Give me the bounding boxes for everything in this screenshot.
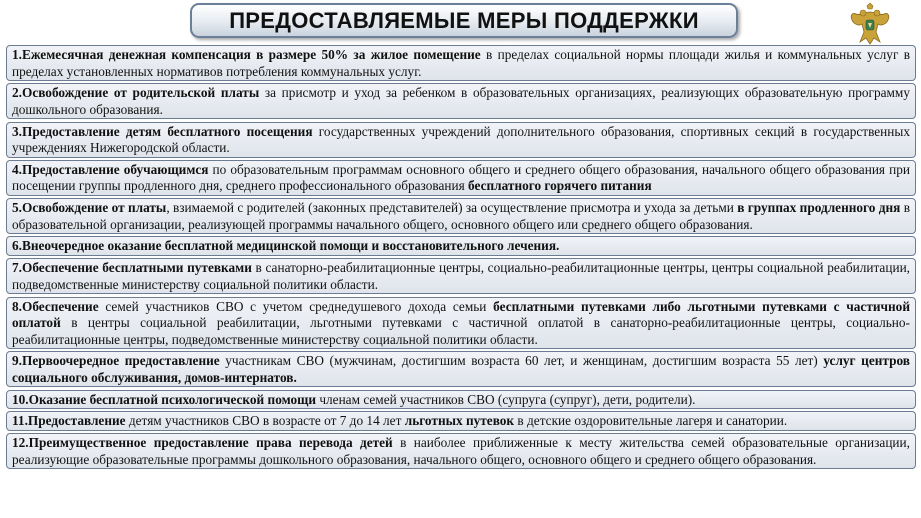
measure-text: членам семей участников СВО (супруга (супруг), дети, родители).	[316, 391, 696, 407]
measure-text: в образовательной организации, реализующей программы начального общего, основного общего или среднего общего образования.	[12, 200, 911, 232]
measure-text-bold: 11.Предоставление	[12, 413, 126, 429]
measure-text-bold: услуг центров социального обслуживания, домов-интернатов.	[12, 353, 910, 385]
support-measure-5	[6, 198, 916, 234]
support-measures-list	[6, 45, 916, 472]
measure-text: в пределах социальной нормы площади жилья и коммунальных услуг в пределах установленных нормативов потребления коммунальных услуг.	[12, 47, 911, 79]
measure-text-bold: бесплатного горячего питания	[468, 178, 652, 194]
support-measure-11	[6, 411, 916, 431]
support-measure-6	[6, 236, 916, 256]
measure-text: в санаторно-реабилитационные центры, социально-реабилитационные центры, центры социальной реабилитации, подведомственные министерству социальной политики области.	[12, 260, 911, 292]
measure-text: в наиболее приближенные к месту жительства семей образовательные организации, реализующие образовательные программы дошкольного образования, начального общего, основного общего и среднего общего образования.	[12, 435, 910, 467]
measure-text-bold: 6.Внеочередное оказание бесплатной медицинской помощи и восстановительного лечения.	[12, 238, 560, 254]
title-banner	[190, 3, 738, 38]
measure-text-bold: 10.Оказание бесплатной психологической помощи	[12, 391, 317, 407]
support-measure-12	[6, 433, 916, 469]
support-measure-9	[6, 351, 916, 387]
measure-text-bold: 1.Ежемесячная денежная компенсация в размере 50% за жилое помещение	[12, 47, 481, 62]
measure-text-bold: 9.Первоочередное предоставление	[12, 353, 220, 369]
measure-text: участникам СВО (мужчинам, достигшим возраста 60 лет, и женщинам, достигшим возраста 55 лет)	[219, 353, 824, 369]
measure-text: в центры социальной реабилитации, льготными путевками с частичной оплатой в санаторно-реабилитационные центры, социально-реабилитационные центры, подведомственные министерству социальной политики области.	[12, 315, 910, 347]
measure-text-bold: бесплатными путевками либо льготными путевками с частичной оплатой	[12, 298, 910, 331]
measure-text-bold: 7.Обеспечение бесплатными путевками	[12, 260, 252, 276]
measure-text-bold: льготных путевок	[404, 413, 515, 429]
measure-text-bold: в группах продленного дня	[737, 200, 901, 216]
page-title: ПРЕДОСТАВЛЯЕМЫЕ МЕРЫ ПОДДЕРЖКИ	[229, 7, 699, 33]
measure-text-bold: 3.Предоставление детям бесплатного посещения	[12, 123, 313, 139]
support-measure-1	[6, 45, 916, 81]
measure-text: за присмотр и уход за ребенком в образовательных организациях, реализующих образовательную программу дошкольного образования.	[12, 85, 910, 117]
double-headed-eagle-emblem-icon	[846, 2, 894, 50]
support-measure-3	[6, 122, 916, 158]
measure-text-bold: 2.Освобождение от родительской платы	[12, 85, 260, 101]
measure-text: детям участников СВО в возрасте от 7 до 14 лет	[125, 413, 405, 429]
measure-text-bold: 12.Преимущественное предоставление права перевода детей	[12, 435, 393, 451]
measure-text: семей участников СВО с учетом среднедушевого дохода семьи	[98, 298, 494, 314]
support-measure-4	[6, 160, 916, 196]
support-measure-10	[6, 390, 916, 410]
measure-text: по образовательным программам основного общего и среднего общего образования, начального общего образования при посещении группы продленного дня, среднего профессионального образования	[12, 161, 910, 194]
support-measure-7	[6, 258, 916, 294]
measure-text-bold: 5.Освобождение от платы	[12, 200, 167, 216]
measure-text: государственных учреждений дополнительного образования, спортивных секций в государственных учреждениях Нижегородской области.	[12, 123, 910, 156]
measure-text: , взимаемой с родителей (законных представителей) за осуществление присмотра и ухода за детьми	[166, 200, 738, 216]
measure-text: в детские оздоровительные лагеря и санатории.	[514, 413, 788, 429]
support-measure-2	[6, 83, 916, 119]
measure-text-bold: 8.Обеспечение	[12, 298, 99, 314]
support-measure-8	[6, 297, 916, 350]
measure-text-bold: 4.Предоставление обучающимся	[12, 161, 209, 177]
